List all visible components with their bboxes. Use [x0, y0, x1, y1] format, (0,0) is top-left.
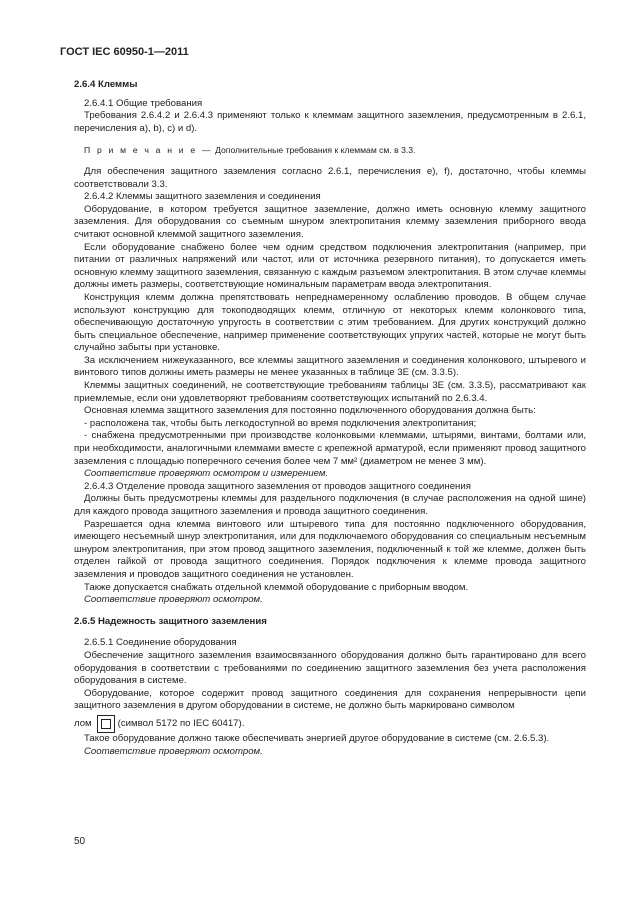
- subsection-title: 2.6.4.2 Клеммы защитного заземления и соединения: [84, 191, 321, 203]
- paragraph: Требования 2.6.4.2 и 2.6.4.3 применяют только к клеммам защитного заземления, предусмотренным в 2.6.1, перечисления a), b), c) и d).: [74, 110, 586, 134]
- section-heading: 2.6.4 Клеммы: [74, 79, 138, 90]
- subsection-title: 2.6.4.1 Общие требования: [84, 97, 203, 109]
- paragraph: За исключением нижеуказанного, все клеммы защитного заземления и соединения колонкового, штыревого и винтового типов должны иметь размеры не менее указанных в таблице 3E (см. 3.3.5).: [74, 354, 586, 379]
- subsection-title: 2.6.4.3 Отделение провода защитного заземления от проводов защитного соединения: [84, 480, 471, 492]
- paragraph: Если оборудование снабжено более чем одним средством подключения электропитания (например, при питании от различных напряжений или частот, или от источника резервного питания), то допускается иметь основную клемму защитного заземления, связанную с каждым разъемом электропитания. В этом случае клеммы должны иметь размеры, соответствующие номинальным параметрам ввода электропитания.: [74, 241, 586, 291]
- standard-header: ГОСТ IEC 60950-1—2011: [60, 46, 189, 58]
- symbol-reference: (символ 5172 по IEC 60417).: [117, 717, 245, 729]
- note: [74, 144, 586, 157]
- paragraph: Разрешается одна клемма винтового или штыревого типа для постоянно подключенного оборудования, имеющего несъемный шнур электропитания, или для подключаемого оборудования со специальным несъемным шнуром электропитания, при этом провод защитного заземления, подключенный к той же клемме, должен быть отделен гайкой от провода защитного соединения. Порядок подключения к клемме провода защитного заземления и проводов защитного соединения не установлен.: [74, 518, 586, 580]
- list-item: - расположена так, чтобы быть легкодоступной во время подключения электропитания;: [84, 417, 477, 429]
- subsection-title: 2.6.5.1 Соединение оборудования: [84, 637, 237, 649]
- paragraph: Оборудование, в котором требуется защитное заземление, должно иметь основную клемму защитного заземления. Для оборудования со съемным шнуром электропитания клемму заземления приборного ввода считают основной клеммой защитного заземления.: [74, 203, 586, 240]
- symbol-line: [74, 715, 586, 733]
- protective-bonding-symbol-icon: [97, 715, 115, 733]
- page-number: 50: [74, 836, 86, 847]
- document-body: [74, 79, 586, 758]
- note-label: П р и м е ч а н и е —: [84, 145, 213, 156]
- symbol-line-prefix: лом: [74, 717, 92, 729]
- section-heading: 2.6.5 Надежность защитного заземления: [74, 615, 267, 627]
- paragraph: Должны быть предусмотрены клеммы для раздельного подключения (в случае расположения на одной шине) для каждого провода защитного заземления и провода защитного соединения.: [74, 493, 586, 517]
- paragraph: Такое оборудование должно также обеспечивать энергией другое оборудование в системе (см. 2.6.5.3).: [84, 732, 550, 744]
- compliance-statement: Соответствие проверяют осмотром.: [84, 594, 263, 606]
- paragraph: Обеспечение защитного заземления взаимосвязанного оборудования должно быть гарантировано для всего оборудования в соответствии с требованиями по соединению защитного заземления без учета расположения оборудования в системе.: [74, 649, 586, 687]
- compliance-statement: Соответствие проверяют осмотром.: [84, 745, 263, 757]
- paragraph: Конструкция клемм должна препятствовать непреднамеренному ослаблению проводов. В общем случае используют конструкцию для токоподводящих клемм, отличную от некоторых клемм колонкового типа, обеспечивающую достаточную упругость в соответствии с этим требованием. Для других конструкций должно быть специальное обеспечение, например применение соответствующих упругих частей, которые не могут быть случайно забыты при установке.: [74, 291, 586, 354]
- paragraph: Клеммы защитных соединений, не соответствующие требованиям таблицы 3E (см. 3.3.5), рассматривают как приемлемые, если они удовлетворяют требованиям соответствующих испытаний по 2.6.3.4.: [74, 380, 586, 404]
- compliance-statement: Соответствие проверяют осмотром и измерением.: [84, 468, 329, 480]
- paragraph: Оборудование, которое содержит провод защитного соединения для сохранения непрерывности цепи защитного заземления в другом оборудовании в системе, не должно быть маркировано символом: [74, 687, 586, 712]
- note-text: Дополнительные требования к клеммам см. в 3.3.: [212, 145, 416, 156]
- paragraph: Основная клемма защитного заземления для постоянно подключенного оборудования должна быть:: [84, 405, 536, 417]
- paragraph: Также допускается снабжать отдельной клеммой оборудование с приборным вводом.: [84, 581, 469, 593]
- paragraph: Для обеспечения защитного заземления согласно 2.6.1, перечисления e), f), достаточно, чтобы клеммы соответствовали 3.3.: [74, 165, 586, 190]
- list-item: - снабжена предусмотренными при производстве колонковыми клеммами, штырями, винтами, болтами или, при необходимости, аналогичными клеммами вместе с крепежной арматурой, если применяют провод защитного заземления с площадью поперечного сечения более чем 7 мм² (диаметром не менее 3 мм).: [74, 430, 586, 467]
